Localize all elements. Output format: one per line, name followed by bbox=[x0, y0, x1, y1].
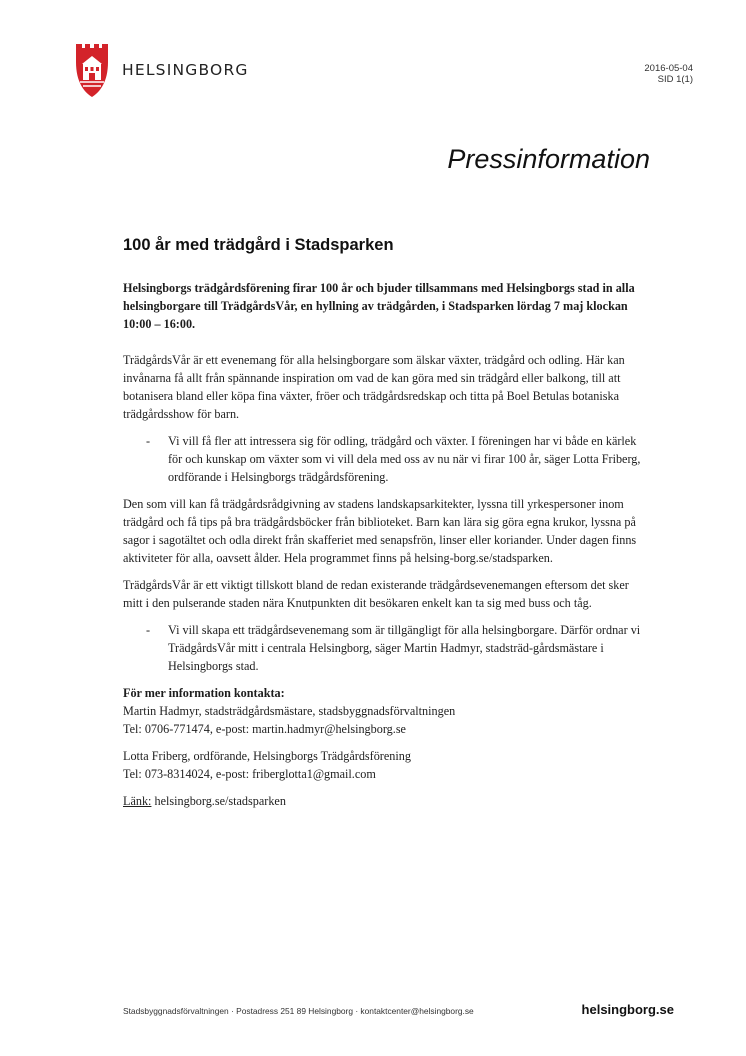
headline: 100 år med trädgård i Stadsparken bbox=[123, 236, 394, 254]
article-body bbox=[123, 279, 643, 810]
footer-address: Stadsbyggnadsförvaltningen · Postadress 251 89 Helsingborg · kontaktcenter@helsingborg.se bbox=[123, 1006, 474, 1016]
page-number: SID 1(1) bbox=[657, 74, 693, 85]
body-paragraph: Den som vill kan få trädgårdsrådgivning av stadens landskapsarkitekter, lyssna till yrkespersoner inom trädgård och få tips på bra trädgårdsböcker från biblioteket. Barn kan lära sig göra egna krukor, lyssna på sagor i sagotältet och odla direkt från skafferiet med senapsfrön, linser eller koriander. Under dagen finns aktiviteter för alla, oavsett ålder. Hela programmet finns på helsing-borg.se/stadsparken. bbox=[123, 497, 637, 565]
quote-dash: - bbox=[146, 623, 151, 637]
lead-paragraph: Helsingborgs trädgårdsförening firar 100 år och bjuder tillsammans med Helsingborgs stad in alla helsingborgare till TrädgårdsVår, en hyllning av trädgården, i Stadsparken lördag 7 maj klockan 10:00 – 16:00. bbox=[123, 281, 635, 331]
city-crest-icon bbox=[74, 42, 110, 98]
quote-text: Vi vill skapa ett trädgårdsevenemang som är tillgängligt för alla helsingborgare. Därför ordnar vi TrädgårdsVår mitt i centrala Helsingborg, säger Martin Hadmyr, stadsträd-gårdsmästare i Helsingborgs stad. bbox=[168, 623, 641, 673]
contact-person-phone-email: Tel: 0706-771474, e-post: martin.hadmyr@helsingborg.se bbox=[123, 722, 406, 736]
contact-person-name: Lotta Friberg, ordförande, Helsingborgs Trädgårdsförening bbox=[123, 749, 411, 763]
quote-item bbox=[123, 432, 643, 486]
link-line bbox=[123, 792, 643, 810]
link-url[interactable]: helsingborg.se/stadsparken bbox=[154, 794, 286, 808]
contact-person-name: Martin Hadmyr, stadsträdgårdsmästare, stadsbyggnadsförvaltningen bbox=[123, 704, 456, 718]
contact-section bbox=[123, 684, 643, 810]
quote-item bbox=[123, 621, 643, 675]
document-type-title: Pressinformation bbox=[447, 144, 650, 174]
footer-website[interactable]: helsingborg.se bbox=[581, 1002, 674, 1017]
quote-text: Vi vill få fler att intressera sig för odling, trädgård och växter. I föreningen har vi både en kärlek för och kunskap om växter som vi vill dela med oss av nu när vi firar 100 år, säger Lotta Friberg, ordförande i Helsingborgs trädgårdsförening. bbox=[168, 434, 641, 484]
helsingborg-logo bbox=[74, 42, 274, 100]
body-paragraph: TrädgårdsVår är ett evenemang för alla helsingborgare som älskar växter, trädgård och odling. Här kan invånarna få allt från spännande inspiration om vad de kan göra med sin trädgård eller balkong, till att botanisera bland eller köpa fina växter, fröer och trädgårdsredskap och titta på Boel Betulas botaniska trädgårdsshow för barn. bbox=[123, 353, 625, 421]
link-label: Länk: bbox=[123, 794, 152, 808]
body-paragraph: TrädgårdsVår är ett viktigt tillskott bland de redan existerande trädgårdsevenemangen eftersom det sker mitt i den pulserande staden nära Knutpunkten dit besökaren enkelt kan ta sig med buss och tåg. bbox=[123, 578, 629, 610]
contact-heading: För mer information kontakta: bbox=[123, 686, 285, 700]
date-page-block bbox=[644, 63, 693, 85]
contact-person-phone-email: Tel: 073-8314024, e-post: friberglotta1@gmail.com bbox=[123, 767, 376, 781]
quote-dash: - bbox=[146, 434, 151, 448]
logo-wordmark: HELSINGBORG bbox=[122, 61, 249, 79]
document-date: 2016-05-04 bbox=[644, 63, 693, 74]
